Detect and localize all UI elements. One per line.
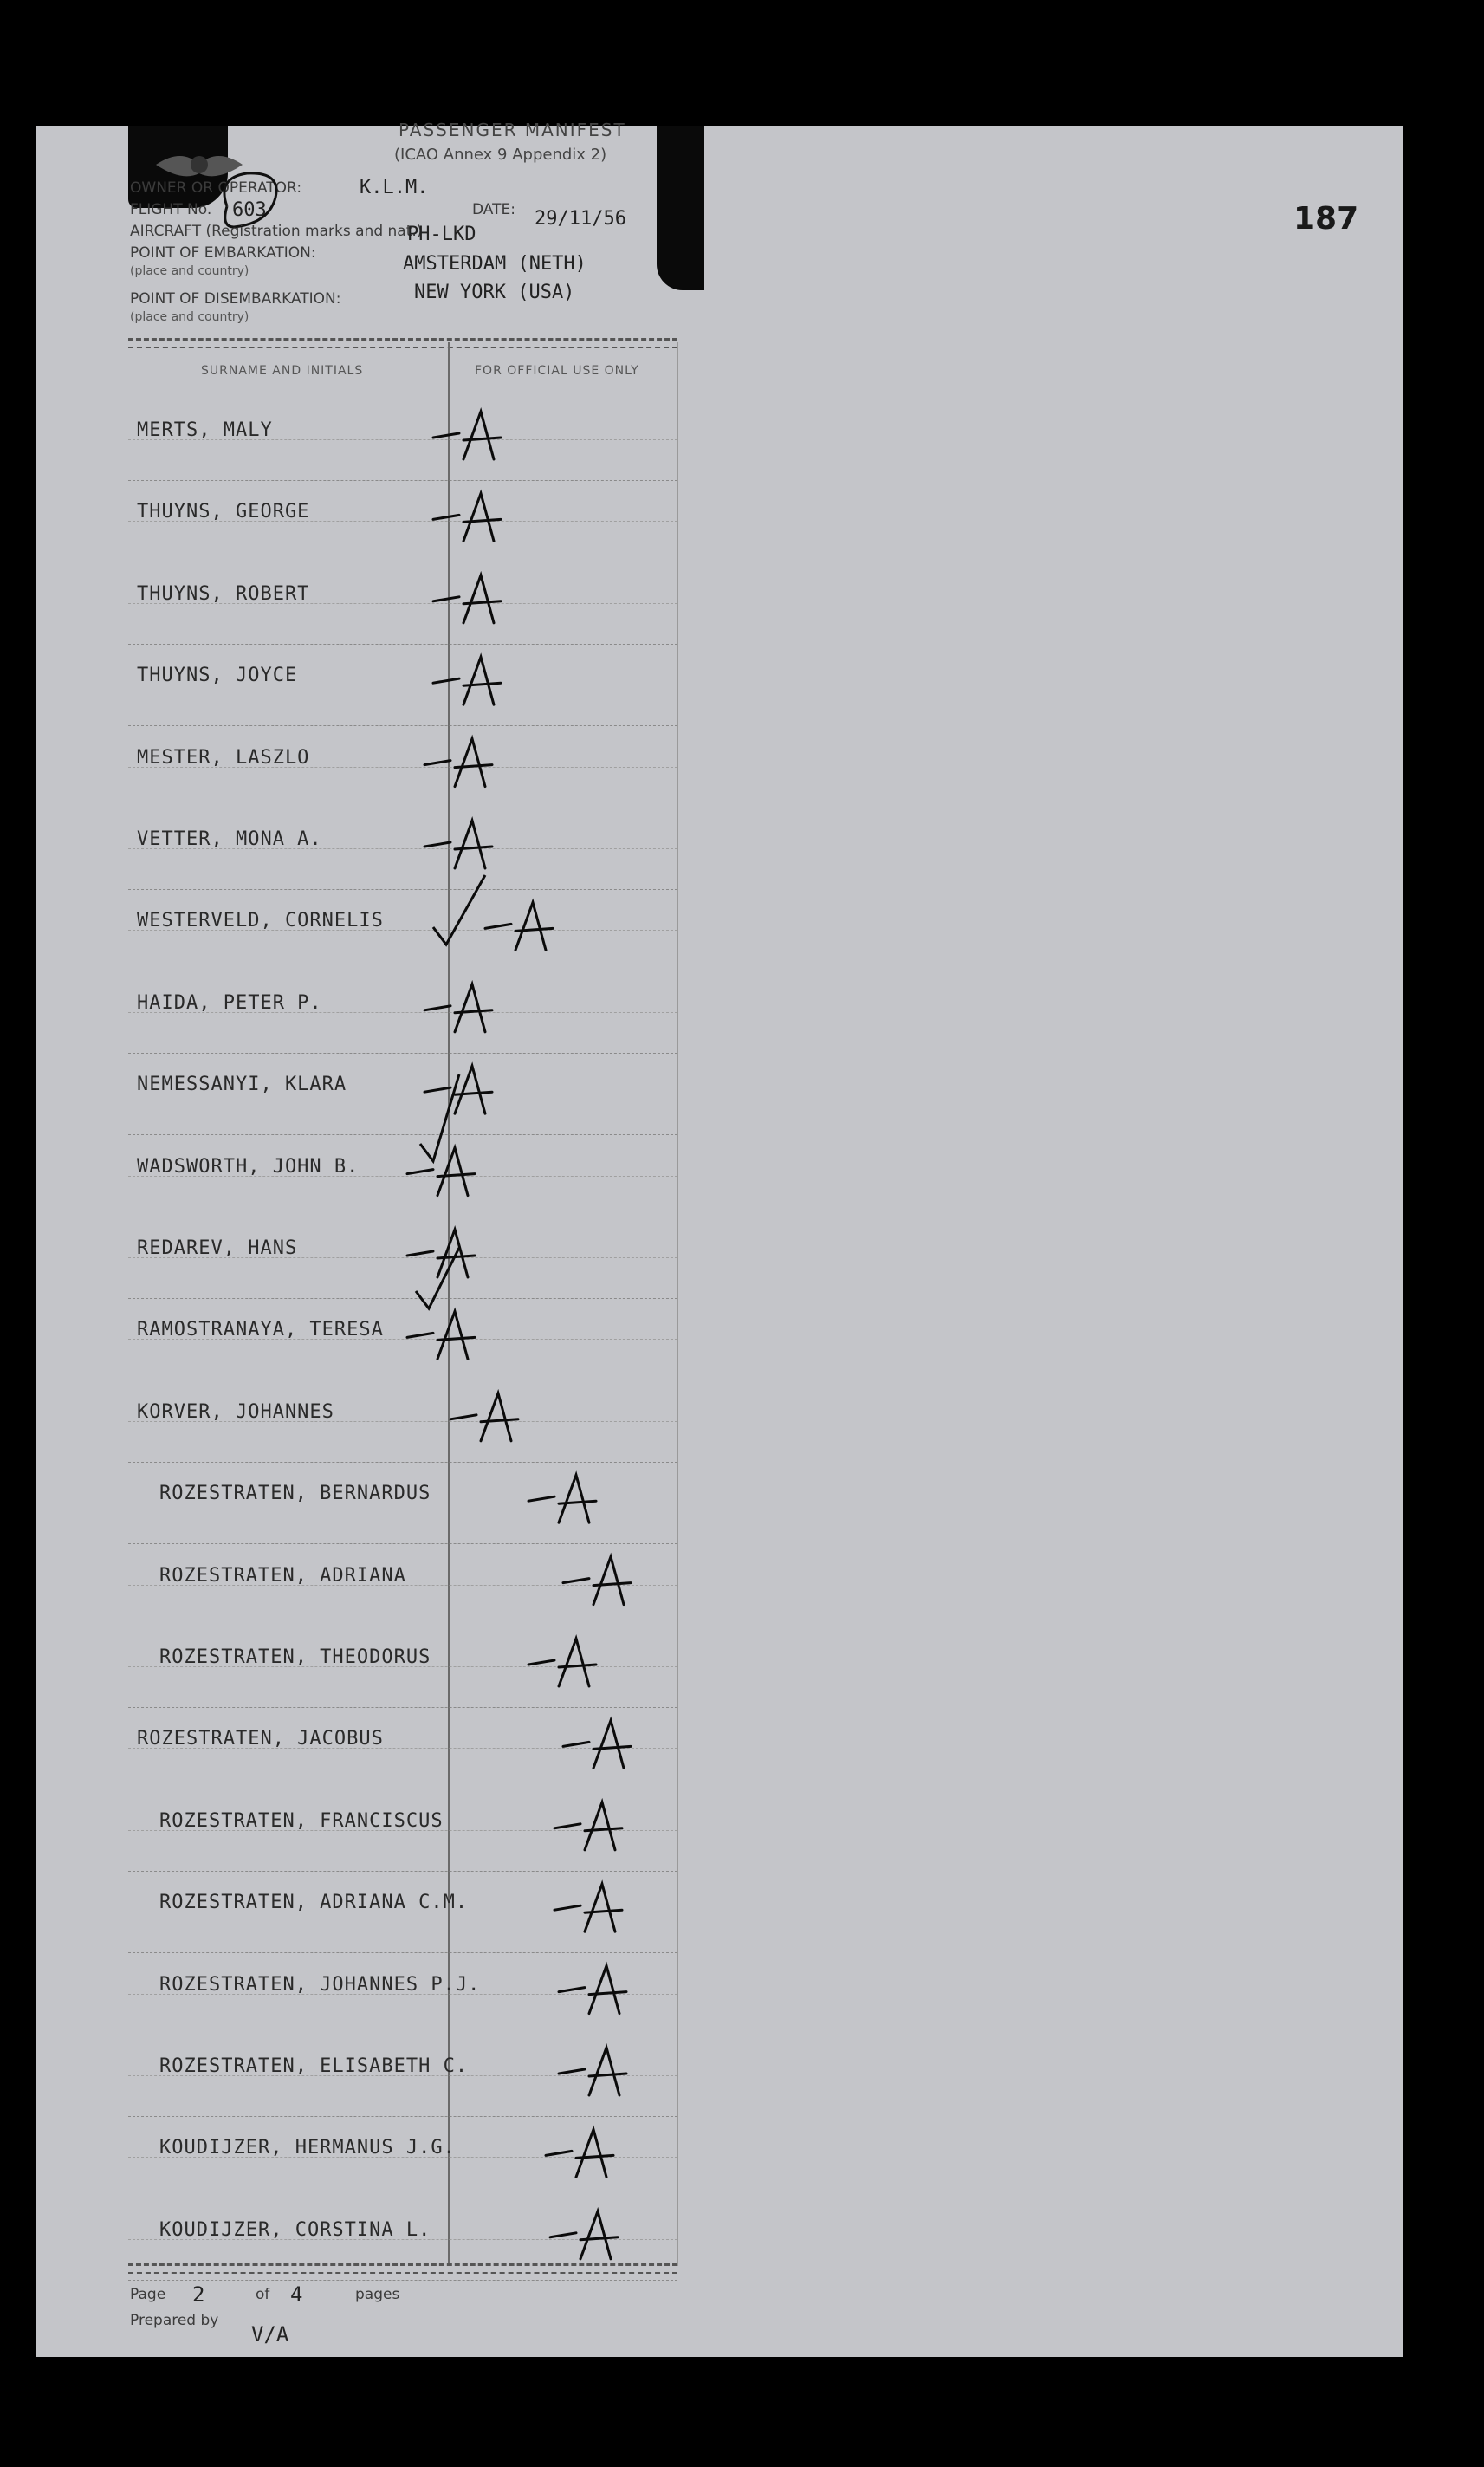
passenger-row bbox=[128, 1462, 677, 1544]
passenger-row bbox=[128, 1053, 677, 1135]
passenger-name: KORVER, JOHANNES bbox=[137, 1400, 334, 1423]
passenger-row bbox=[128, 1626, 677, 1708]
passenger-row bbox=[128, 1789, 677, 1872]
passenger-row bbox=[128, 1380, 677, 1463]
passenger-row bbox=[128, 1953, 677, 2035]
passenger-row bbox=[128, 1871, 677, 1953]
passenger-name: ROZESTRATEN, ADRIANA C.M. bbox=[159, 1892, 469, 1914]
prepared-value: V/A bbox=[251, 2322, 289, 2347]
torn-corner-right bbox=[657, 126, 704, 290]
aircraft-label: AIRCRAFT (Registration marks and nat.) bbox=[130, 223, 423, 240]
of-value: 4 bbox=[290, 2282, 303, 2307]
passenger-name: MERTS, MALY bbox=[137, 419, 273, 441]
footer-divider bbox=[128, 2263, 677, 2266]
passenger-row bbox=[128, 562, 677, 645]
owner-label: OWNER OR OPERATOR: bbox=[130, 179, 302, 197]
passenger-name: ROZESTRATEN, JACOBUS bbox=[137, 1728, 384, 1750]
page-label: Page bbox=[130, 2286, 166, 2303]
embarkation-value: AMSTERDAM (NETH) bbox=[403, 253, 586, 275]
passenger-row bbox=[128, 1217, 677, 1299]
footer-divider-2 bbox=[128, 2272, 677, 2274]
date-value: 29/11/56 bbox=[535, 208, 626, 230]
passenger-row bbox=[128, 2116, 677, 2198]
passenger-name: THUYNS, GEORGE bbox=[137, 501, 310, 523]
disembarkation-value: NEW YORK (USA) bbox=[414, 282, 575, 303]
passenger-name: VETTER, MONA A. bbox=[137, 828, 322, 850]
header-divider bbox=[128, 338, 677, 341]
right-border bbox=[677, 342, 678, 2266]
date-label: DATE: bbox=[472, 201, 515, 218]
passenger-row bbox=[128, 399, 677, 481]
header-divider-2 bbox=[128, 347, 677, 348]
passenger-name: ROZESTRATEN, THEODORUS bbox=[159, 1646, 431, 1668]
aircraft-value: PH-LKD bbox=[407, 224, 476, 245]
passenger-name: RAMOSTRANAYA, TERESA bbox=[137, 1319, 384, 1341]
passenger-row bbox=[128, 1298, 677, 1380]
passenger-name: WESTERVELD, CORNELIS bbox=[137, 910, 384, 932]
passenger-row bbox=[128, 2035, 677, 2117]
disembarkation-sub: (place and country) bbox=[130, 310, 249, 324]
passenger-name: REDAREV, HANS bbox=[137, 1237, 298, 1259]
embarkation-label: POINT OF EMBARKATION: bbox=[130, 244, 316, 262]
passenger-name: ROZESTRATEN, ELISABETH C. bbox=[159, 2055, 469, 2077]
page-value: 2 bbox=[192, 2282, 205, 2307]
page-stamp: 187 bbox=[1293, 201, 1359, 237]
manifest-subtitle: (ICAO Annex 9 Appendix 2) bbox=[394, 146, 607, 164]
passenger-name: MESTER, LASZLO bbox=[137, 746, 310, 769]
passenger-name: THUYNS, ROBERT bbox=[137, 582, 310, 605]
passenger-row bbox=[128, 480, 677, 562]
passenger-row bbox=[128, 1544, 677, 1626]
passenger-name: ROZESTRATEN, JOHANNES P.J. bbox=[159, 1973, 481, 1996]
passenger-row bbox=[128, 971, 677, 1054]
prepared-label: Prepared by bbox=[130, 2312, 219, 2329]
owner-value: K.L.M. bbox=[360, 177, 429, 198]
passenger-name: WADSWORTH, JOHN B. bbox=[137, 1155, 360, 1178]
passenger-row bbox=[128, 889, 677, 971]
passenger-name: THUYNS, JOYCE bbox=[137, 665, 298, 687]
passenger-name: ROZESTRATEN, BERNARDUS bbox=[159, 1483, 431, 1505]
disembarkation-label: POINT OF DISEMBARKATION: bbox=[130, 290, 341, 308]
passenger-row bbox=[128, 1135, 677, 1217]
embarkation-sub: (place and country) bbox=[130, 264, 249, 278]
passenger-row bbox=[128, 726, 677, 808]
passenger-row bbox=[128, 808, 677, 890]
passenger-name: HAIDA, PETER P. bbox=[137, 991, 322, 1014]
passenger-name: ROZESTRATEN, FRANCISCUS bbox=[159, 1809, 444, 1832]
passenger-row bbox=[128, 1707, 677, 1789]
passenger-row bbox=[128, 2198, 677, 2281]
flight-label: FLIGHT No. bbox=[130, 201, 212, 218]
pages-label: pages bbox=[355, 2286, 400, 2303]
manifest-title: PASSENGER MANIFEST bbox=[399, 120, 626, 140]
official-column-header: FOR OFFICIAL USE ONLY bbox=[475, 364, 639, 378]
surname-column-header: SURNAME AND INITIALS bbox=[201, 364, 364, 378]
of-label: of bbox=[256, 2286, 270, 2303]
flight-value: 603 bbox=[232, 199, 267, 221]
passenger-name: NEMESSANYI, KLARA bbox=[137, 1074, 347, 1096]
passenger-name: KOUDIJZER, CORSTINA L. bbox=[159, 2218, 431, 2241]
passenger-name: ROZESTRATEN, ADRIANA bbox=[159, 1564, 406, 1587]
passenger-row bbox=[128, 644, 677, 726]
passenger-name: KOUDIJZER, HERMANUS J.G. bbox=[159, 2137, 456, 2159]
